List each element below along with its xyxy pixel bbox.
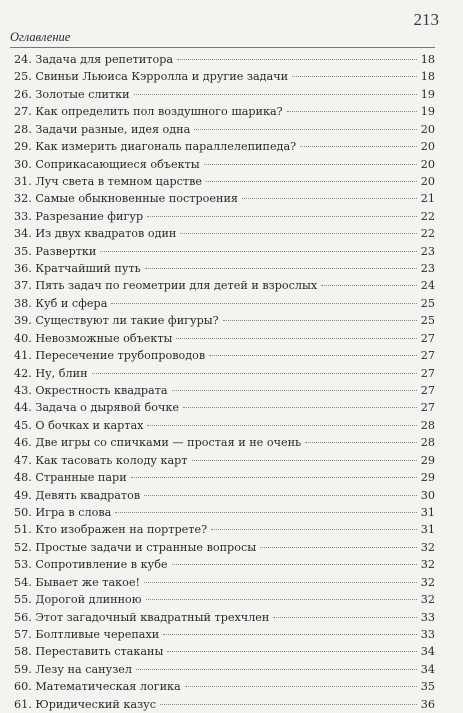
toc-entry-page: 27 [420,331,435,345]
toc-entry-page: 27 [420,384,435,398]
toc-entry-page: 22 [420,209,435,223]
toc-entry-title: 52. Простые задачи и странные вопросы [14,540,257,554]
dot-leader [242,197,417,199]
dot-leader [131,476,417,478]
toc-entry [14,68,435,85]
toc-entry-title: 43. Окрестность квадрата [14,384,168,398]
dot-leader [172,563,417,565]
toc-entry [14,539,435,556]
dot-leader [287,110,417,112]
toc-entry-title: 35. Развертки [14,244,97,258]
toc-entry-title: 61. Юридический казус [14,697,157,711]
toc-entry [14,487,435,504]
dot-leader [206,180,417,182]
dot-leader [144,494,417,496]
toc-entry-title: 45. О бочках и картах [14,418,144,432]
dot-leader [292,75,417,77]
toc-entry-title: 53. Сопротивление в кубе [14,558,168,572]
toc-entry-title: 42. Ну, блин [14,366,88,380]
dot-leader [92,372,417,374]
dot-leader [305,441,417,443]
toc-entry [14,434,435,451]
dot-leader [176,337,416,339]
toc-entry-title: 32. Самые обыкновенные построения [14,192,238,206]
dot-leader [163,633,417,635]
toc-entry-page: 23 [420,244,435,258]
dot-leader [160,703,417,705]
toc-entry-title: 41. Пересечение трубопроводов [14,349,206,363]
dot-leader [204,163,417,165]
dot-leader [300,145,417,147]
toc-entry-page: 32 [420,558,435,572]
toc-entry-title: 34. Из двух квадратов один [14,227,177,241]
toc-entry-title: 51. Кто изображен на портрете? [14,523,208,537]
toc-entry-page: 19 [420,87,435,101]
toc-entry-page: 25 [420,314,435,328]
dot-leader [183,406,417,408]
toc-entry [14,312,435,329]
toc-entry-title: 30. Соприкасающиеся объекты [14,157,200,171]
page-number: 213 [413,10,439,29]
toc-entry-title: 28. Задачи разные, идея одна [14,122,191,136]
toc-entry-page: 23 [420,262,435,276]
dot-leader [321,284,417,286]
dot-leader [144,581,417,583]
dot-leader [273,616,416,618]
toc-entry-title: 27. Как определить пол воздушного шарика? [14,105,283,119]
toc-entry-title: 46. Две игры со спичками — простая и не очень [14,436,302,450]
toc-entry-title: 50. Игра в слова [14,505,112,519]
toc-entry-title: 48. Странные пари [14,471,127,485]
toc-entry [14,260,435,277]
toc-entry-page: 20 [420,122,435,136]
running-head: Оглавление [10,30,435,48]
toc-entry [14,330,435,347]
toc-entry-page: 31 [420,523,435,537]
toc-entry [14,156,435,173]
toc-entry-title: 29. Как измерить диагональ параллелепипеда? [14,140,297,154]
toc-entry [14,609,435,626]
toc-entry-page: 27 [420,366,435,380]
toc-entry [14,521,435,538]
toc-entry [14,138,435,155]
dot-leader [147,424,416,426]
toc-entry-title: 33. Разрезание фигур [14,209,144,223]
toc-entry [14,365,435,382]
toc-entry-title: 38. Куб и сфера [14,296,108,310]
toc-entry [14,643,435,660]
dot-leader [185,685,417,687]
dot-leader [194,128,416,130]
dot-leader [177,58,417,60]
toc-entry-page: 30 [420,488,435,502]
toc-entry-title: 54. Бывает же такое! [14,575,140,589]
toc-entry [14,347,435,364]
toc-entry [14,469,435,486]
toc-entry [14,591,435,608]
dot-leader [223,319,417,321]
toc-entry-page: 34 [420,662,435,676]
toc-entry-page: 32 [420,575,435,589]
toc-entry-title: 44. Задача о дырявой бочке [14,401,179,415]
toc-entry-page: 21 [420,192,435,206]
dot-leader [260,546,417,548]
toc-entry-page: 25 [420,296,435,310]
toc-entry [14,504,435,521]
toc-entry-page: 27 [420,401,435,415]
toc-entry-title: 40. Невозможные объекты [14,331,173,345]
toc-entry-page: 29 [420,453,435,467]
dot-leader [115,511,416,513]
toc-entry-title: 56. Этот загадочный квадратный трехчлен [14,610,270,624]
dot-leader [134,93,417,95]
toc-entry [14,661,435,678]
toc-entry [14,225,435,242]
dot-leader [147,215,417,217]
dot-leader [192,459,417,461]
toc-entry-title: 57. Болтливые черепахи [14,627,160,641]
toc-entry [14,121,435,138]
toc-entry-page: 18 [420,53,435,66]
dot-leader [172,389,417,391]
toc-entry [14,86,435,103]
toc-entry [14,678,435,695]
toc-entry [14,243,435,260]
toc-entry-title: 60. Математическая логика [14,680,181,694]
toc-entry [14,452,435,469]
toc-entry-title: 39. Существуют ли такие фигуры? [14,314,219,328]
toc-entry-title: 47. Как тасовать колоду карт [14,453,188,467]
toc-entry [14,277,435,294]
toc-entry-page: 22 [420,227,435,241]
toc-entry [14,295,435,312]
toc-entry-page: 31 [420,505,435,519]
toc-entry-page: 32 [420,593,435,607]
toc-entry-title: 49. Девять квадратов [14,488,141,502]
toc-entry-title: 58. Переставить стаканы [14,645,164,659]
toc-entry-page: 20 [420,140,435,154]
toc-entry-page: 18 [420,70,435,84]
toc-entry-page: 36 [420,697,435,711]
toc-entry-title: 36. Кратчайший путь [14,262,141,276]
toc-entry-title: 37. Пять задач по геометрии для детей и взрослых [14,279,318,293]
dot-leader [180,232,416,234]
toc-entry [14,208,435,225]
toc-entry-page: 33 [420,627,435,641]
toc-entry [14,417,435,434]
dot-leader [136,668,417,670]
toc-entry-title: 26. Золотые слитки [14,87,130,101]
toc-entry [14,190,435,207]
toc-entry [14,382,435,399]
dot-leader [209,354,417,356]
toc-entry [14,399,435,416]
dot-leader [145,267,417,269]
toc-entry-page: 28 [420,436,435,450]
toc-entry [14,51,435,68]
dot-leader [211,528,417,530]
dot-leader [111,302,416,304]
toc-entry-page: 29 [420,471,435,485]
dot-leader [100,250,416,252]
toc-entry-page: 19 [420,105,435,119]
toc-entry-page: 28 [420,418,435,432]
toc-entry-title: 24. Задача для репетитора [14,53,174,66]
toc-entry-title: 59. Лезу на санузел [14,662,133,676]
toc-entry-title: 55. Дорогой длинною [14,593,142,607]
toc-entry [14,574,435,591]
dot-leader [146,598,417,600]
toc-entry-title: 25. Свиньи Льюиса Кэрролла и другие задачи [14,70,289,84]
toc-entry-page: 35 [420,680,435,694]
toc-entry [14,103,435,120]
toc-entry [14,626,435,643]
toc-entry-page: 33 [420,610,435,624]
toc-entry [14,173,435,190]
toc-entry-page: 32 [420,540,435,554]
toc-entry-title: 31. Луч света в темном царстве [14,174,203,188]
dot-leader [167,650,416,652]
toc-entry [14,556,435,573]
toc-entry-page: 24 [420,279,435,293]
toc-entry [14,696,435,713]
toc-entry-page: 20 [420,174,435,188]
toc-entry-page: 20 [420,157,435,171]
toc-entry-page: 34 [420,645,435,659]
toc-entry-page: 27 [420,349,435,363]
table-of-contents [14,51,435,713]
